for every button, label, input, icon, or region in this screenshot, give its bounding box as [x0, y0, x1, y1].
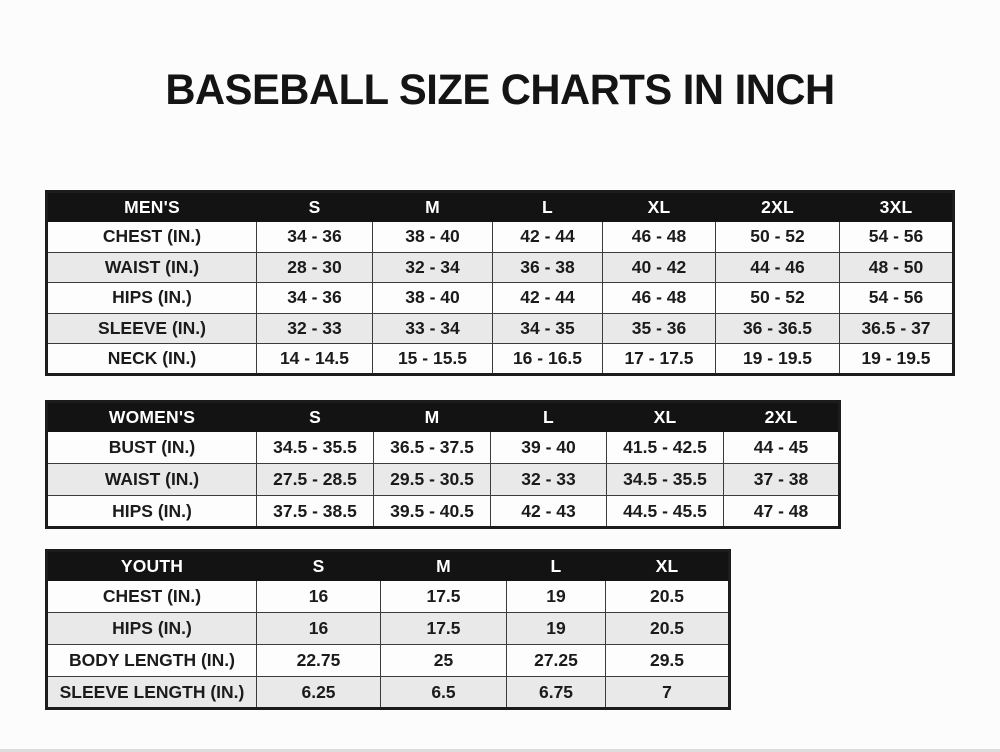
- womens-col-header-xl: XL: [607, 402, 724, 432]
- size-cell: 22.75: [257, 645, 381, 677]
- youth-col-header-xl: XL: [606, 551, 730, 581]
- size-cell: 50 - 52: [716, 222, 840, 253]
- row-label: HIPS (IN.): [47, 283, 257, 314]
- row-label: WAIST (IN.): [47, 464, 257, 496]
- size-cell: 32 - 34: [373, 252, 493, 283]
- mens-col-header-s: S: [257, 192, 373, 222]
- size-cell: 44.5 - 45.5: [607, 496, 724, 528]
- size-cell: 20.5: [606, 613, 730, 645]
- size-cell: 29.5: [606, 645, 730, 677]
- size-cell: 32 - 33: [257, 313, 373, 344]
- womens-col-header-s: S: [257, 402, 374, 432]
- womens-hips-row: [47, 496, 840, 528]
- size-cell: 34 - 36: [257, 283, 373, 314]
- youth-col-header-s: S: [257, 551, 381, 581]
- size-cell: 48 - 50: [840, 252, 954, 283]
- size-cell: 6.75: [507, 677, 606, 709]
- youth-col-header-m: M: [381, 551, 507, 581]
- row-label: WAIST (IN.): [47, 252, 257, 283]
- mens-sleeve-row: [47, 313, 954, 344]
- size-cell: 19 - 19.5: [716, 344, 840, 375]
- size-cell: 46 - 48: [603, 222, 716, 253]
- size-cell: 46 - 48: [603, 283, 716, 314]
- size-cell: 38 - 40: [373, 222, 493, 253]
- size-cell: 38 - 40: [373, 283, 493, 314]
- size-cell: 36 - 36.5: [716, 313, 840, 344]
- size-cell: 44 - 46: [716, 252, 840, 283]
- size-cell: 39.5 - 40.5: [374, 496, 491, 528]
- size-cell: 42 - 43: [491, 496, 607, 528]
- mens-header-row: [47, 192, 954, 222]
- youth-sleeve-length-row: [47, 677, 730, 709]
- youth-body-length-row: [47, 645, 730, 677]
- size-cell: 54 - 56: [840, 283, 954, 314]
- size-cell: 40 - 42: [603, 252, 716, 283]
- size-cell: 29.5 - 30.5: [374, 464, 491, 496]
- womens-header-row: [47, 402, 840, 432]
- size-cell: 42 - 44: [493, 283, 603, 314]
- womens-table-title: WOMEN'S: [47, 402, 257, 432]
- mens-col-header-2xl: 2XL: [716, 192, 840, 222]
- size-cell: 6.25: [257, 677, 381, 709]
- youth-header-row: [47, 551, 730, 581]
- size-cell: 44 - 45: [724, 432, 840, 464]
- page-title: BASEBALL SIZE CHARTS IN INCH: [165, 66, 835, 114]
- size-cell: 34 - 36: [257, 222, 373, 253]
- row-label: CHEST (IN.): [47, 222, 257, 253]
- youth-chest-row: [47, 581, 730, 613]
- mens-size-table: [45, 190, 955, 376]
- mens-col-header-xl: XL: [603, 192, 716, 222]
- youth-table-title: YOUTH: [47, 551, 257, 581]
- womens-col-header-m: M: [374, 402, 491, 432]
- size-cell: 17.5: [381, 613, 507, 645]
- size-cell: 15 - 15.5: [373, 344, 493, 375]
- row-label: NECK (IN.): [47, 344, 257, 375]
- size-cell: 27.25: [507, 645, 606, 677]
- mens-col-header-3xl: 3XL: [840, 192, 954, 222]
- size-cell: 33 - 34: [373, 313, 493, 344]
- row-label: HIPS (IN.): [47, 496, 257, 528]
- mens-col-header-l: L: [493, 192, 603, 222]
- size-cell: 19 - 19.5: [840, 344, 954, 375]
- size-cell: 16 - 16.5: [493, 344, 603, 375]
- size-cell: 35 - 36: [603, 313, 716, 344]
- row-label: CHEST (IN.): [47, 581, 257, 613]
- size-cell: 17.5: [381, 581, 507, 613]
- size-cell: 27.5 - 28.5: [257, 464, 374, 496]
- mens-chest-row: [47, 222, 954, 253]
- size-cell: 54 - 56: [840, 222, 954, 253]
- size-cell: 50 - 52: [716, 283, 840, 314]
- size-cell: 28 - 30: [257, 252, 373, 283]
- size-cell: 42 - 44: [493, 222, 603, 253]
- size-cell: 25: [381, 645, 507, 677]
- size-cell: 17 - 17.5: [603, 344, 716, 375]
- womens-size-table: [45, 400, 841, 529]
- size-cell: 37 - 38: [724, 464, 840, 496]
- size-cell: 34.5 - 35.5: [607, 464, 724, 496]
- womens-bust-row: [47, 432, 840, 464]
- size-cell: 41.5 - 42.5: [607, 432, 724, 464]
- mens-waist-row: [47, 252, 954, 283]
- size-cell: 36 - 38: [493, 252, 603, 283]
- womens-waist-row: [47, 464, 840, 496]
- size-cell: 16: [257, 613, 381, 645]
- size-cell: 47 - 48: [724, 496, 840, 528]
- mens-col-header-m: M: [373, 192, 493, 222]
- mens-table-title: MEN'S: [47, 192, 257, 222]
- size-cell: 32 - 33: [491, 464, 607, 496]
- size-cell: 19: [507, 581, 606, 613]
- row-label: SLEEVE (IN.): [47, 313, 257, 344]
- youth-col-header-l: L: [507, 551, 606, 581]
- size-cell: 36.5 - 37: [840, 313, 954, 344]
- youth-size-table: [45, 549, 731, 710]
- size-cell: 34.5 - 35.5: [257, 432, 374, 464]
- size-cell: 36.5 - 37.5: [374, 432, 491, 464]
- size-cell: 20.5: [606, 581, 730, 613]
- size-cell: 34 - 35: [493, 313, 603, 344]
- size-cell: 6.5: [381, 677, 507, 709]
- size-cell: 14 - 14.5: [257, 344, 373, 375]
- size-cell: 19: [507, 613, 606, 645]
- womens-col-header-2xl: 2XL: [724, 402, 840, 432]
- size-cell: 39 - 40: [491, 432, 607, 464]
- mens-hips-row: [47, 283, 954, 314]
- youth-hips-row: [47, 613, 730, 645]
- size-cell: 37.5 - 38.5: [257, 496, 374, 528]
- size-cell: 7: [606, 677, 730, 709]
- size-cell: 16: [257, 581, 381, 613]
- row-label: BUST (IN.): [47, 432, 257, 464]
- row-label: BODY LENGTH (IN.): [47, 645, 257, 677]
- row-label: SLEEVE LENGTH (IN.): [47, 677, 257, 709]
- womens-col-header-l: L: [491, 402, 607, 432]
- mens-neck-row: [47, 344, 954, 375]
- row-label: HIPS (IN.): [47, 613, 257, 645]
